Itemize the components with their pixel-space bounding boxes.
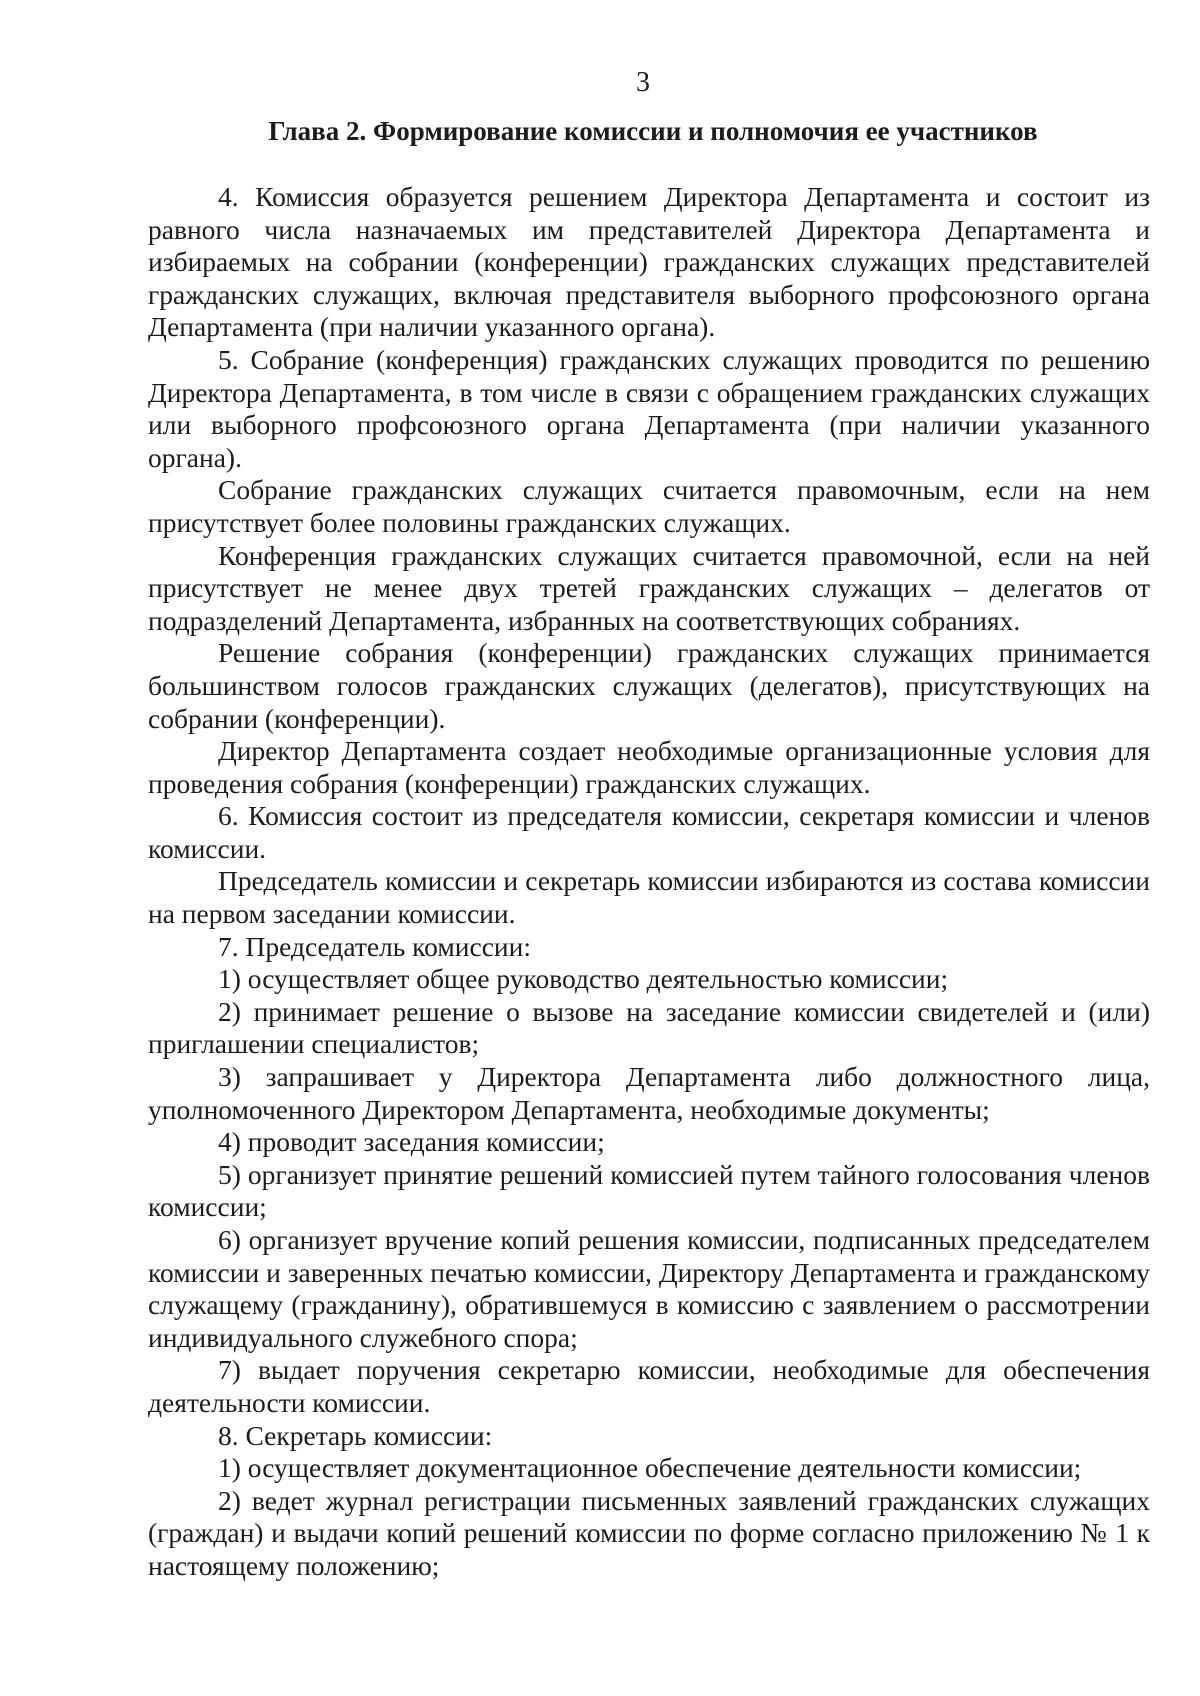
- paragraph-7-item-5: 5) организует принятие решений комиссией путем тайного голосования членов комиссии;: [148, 1158, 1150, 1223]
- paragraph-8-item-2: 2) ведет журнал регистрации письменных заявлений гражданских служащих (граждан) и выдачи копий решений комиссии по форме согласно приложению № 1 к настоящему положению;: [148, 1484, 1150, 1581]
- paragraph-6-election: Председатель комиссии и секретарь комиссии избираются из состава комиссии на первом заседании комиссии.: [148, 865, 1150, 930]
- paragraph-5: 5. Собрание (конференция) гражданских служащих проводится по решению Директора Департамента, в том числе в связи с обращением гражданских служащих или выборного профсоюзного органа Департамента (при наличии указанного органа).: [148, 343, 1150, 473]
- paragraph-5-quorum-conference: Конференция гражданских служащих считается правомочной, если на ней присутствует не менее двух третей гражданских служащих – делегатов от подразделений Департамента, избранных на соответствующих собраниях.: [148, 539, 1150, 636]
- paragraph-5-decision: Решение собрания (конференции) гражданских служащих принимается большинством голосов гражданских служащих (делегатов), присутствующих на собрании (конференции).: [148, 637, 1150, 734]
- paragraph-7-item-4: 4) проводит заседания комиссии;: [218, 1126, 605, 1158]
- paragraph-7-item-2: 2) принимает решение о вызове на заседание комиссии свидетелей и (или) приглашении специалистов;: [148, 995, 1150, 1060]
- paragraph-5-conditions: Директор Департамента создает необходимые организационные условия для проведения собрания (конференции) гражданских служащих.: [148, 735, 1150, 799]
- paragraph-7-item-3: 3) запрашивает у Директора Департамента либо должностного лица, уполномоченного Директором Департамента, необходимые документы;: [148, 1061, 1150, 1125]
- paragraph-5-quorum-meeting: Собрание гражданских служащих считается правомочным, если на нем присутствует более половины гражданских служащих.: [148, 474, 1150, 538]
- paragraph-6: 6. Комиссия состоит из председателя комиссии, секретаря комиссии и членов комиссии.: [148, 800, 1150, 864]
- paragraph-8-heading: 8. Секретарь комиссии:: [218, 1419, 493, 1451]
- paragraph-4: 4. Комиссия образуется решением Директора Департамента и состоит из равного числа назначаемых им представителей Директора Департамента и избираемых на собрании (конференции) гражданских служащих представителей гражданских служащих, включая представителя выборного профсоюзного органа Департамента (при наличии указанного органа).: [148, 181, 1150, 343]
- body-text: [148, 181, 1150, 1583]
- chapter-title: Глава 2. Формирование комиссии и полномочия ее участников: [268, 116, 1038, 146]
- paragraph-7-item-6: 6) организует вручение копий решения комиссии, подписанных председателем комиссии и заверенных печатью комиссии, Директору Департамента и гражданскому служащему (гражданину), обратившемуся в комиссию с заявлением о рассмотрении индивидуального служебного спора;: [148, 1224, 1150, 1353]
- paragraph-7-item-1: 1) осуществляет общее руководство деятельностью комиссии;: [218, 963, 949, 995]
- paragraph-8-item-1: 1) осуществляет документационное обеспечение деятельности комиссии;: [218, 1452, 1082, 1484]
- paragraph-7-item-7: 7) выдает поручения секретарю комиссии, необходимые для обеспечения деятельности комиссии.: [148, 1354, 1150, 1418]
- paragraph-7-heading: 7. Председатель комиссии:: [218, 930, 531, 962]
- page-number: 3: [636, 67, 650, 98]
